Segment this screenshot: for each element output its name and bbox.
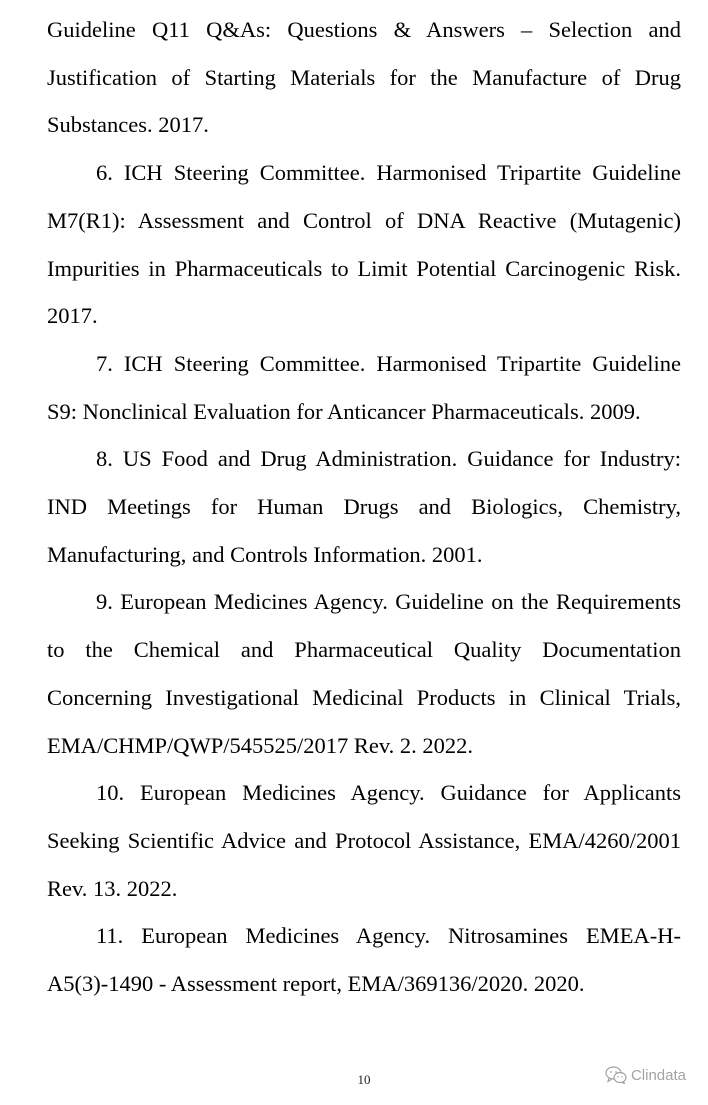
reference-item: 6. ICH Steering Committee. Harmonised Tripartite Guideline M7(R1): Assessment and Control of DNA Reactive (Mutagenic) Impurities in Pharmaceuticals to Limit Potential Carcinogenic Risk. 2017. — [47, 160, 681, 329]
reference-item: 7. ICH Steering Committee. Harmonised Tripartite Guideline S9: Nonclinical Evaluation for Anticancer Pharmaceuticals. 2009. — [47, 350, 681, 424]
watermark-label: Clindata — [630, 1066, 686, 1084]
reference-item: 8. US Food and Drug Administration. Guidance for Industry: IND Meetings for Human Drugs and Biologics, Chemistry, Manufacturing, and Controls Information. 2001. — [47, 446, 681, 567]
watermark — [605, 1066, 686, 1084]
reference-item: 11. European Medicines Agency. Nitrosamines EMEA-H-A5(3)-1490 - Assessment report, EMA/369136/2020. 2020. — [47, 923, 681, 997]
wechat-icon — [605, 1066, 627, 1084]
page-number: 10 — [357, 1072, 371, 1087]
reference-item: 9. European Medicines Agency. Guideline on the Requirements to the Chemical and Pharmaceutical Quality Documentation Concerning Investigational Medicinal Products in Clinical Trials, EMA/CHMP/QWP/545525/2017 Rev. 2. 2022. — [47, 589, 681, 758]
reference-item: Guideline Q11 Q&As: Questions & Answers – Selection and Justification of Starting Materials for the Manufacture of Drug Substances. 2017. — [47, 17, 681, 138]
reference-item: 10. European Medicines Agency. Guidance for Applicants Seeking Scientific Advice and Protocol Assistance, EMA/4260/2001 Rev. 13. 2022. — [47, 780, 681, 901]
reference-list — [47, 6, 681, 1008]
